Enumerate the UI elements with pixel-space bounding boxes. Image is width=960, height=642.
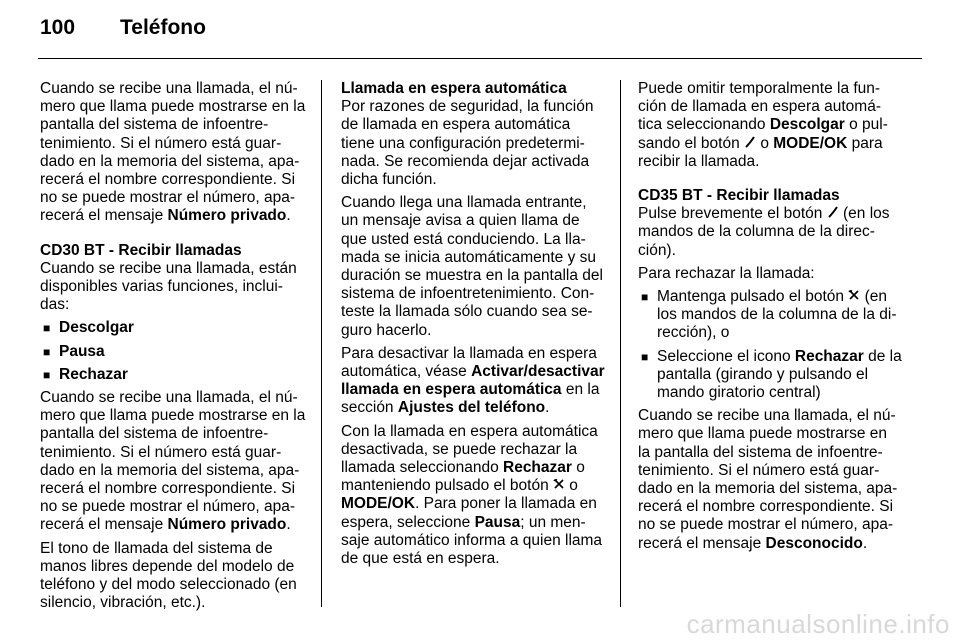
column-1 xyxy=(40,80,310,617)
phone-hangup-icon xyxy=(848,288,860,306)
paragraph: Cuando se recibe una llamada, el nú-mero que llama puede mostrarse en la pantalla del sistema de infoentre-tenimiento. Si el número está guar-dado en la memoria del sistema, apa-recerá el nombre correspondiente. Si no se puede mostrar el número, apa-recerá el mensaje Número privado. xyxy=(40,80,306,225)
list-item: ■ Mantenga pulsado el botón (en los mandos de la columna de la di-rección), o xyxy=(638,288,903,343)
bullet-square-icon: ■ xyxy=(43,367,51,382)
paragraph: Cuando se recibe una llamada, el nú-mero que llama puede mostrarse en la pantalla del sistema de infoentre-tenimiento. Si el número está guar-dado en la memoria del sistema, apa-recerá el nombre correspondiente. Si no se puede mostrar el número, apa-recerá el mensaje Desconocido. xyxy=(638,407,898,552)
phone-answer-icon xyxy=(744,135,756,153)
column-3 xyxy=(638,80,903,558)
list-item: ■ Rechazar xyxy=(40,366,310,384)
bullet-square-icon: ■ xyxy=(43,321,51,336)
paragraph: Cuando se recibe una llamada, el nú-mero que llama puede mostrarse en la pantalla del sistema de infoentre-tenimiento. Si el número está guar-dado en la memoria del sistema, apa-recerá el nombre correspondiente. Si no se puede mostrar el número, apa-recerá el mensaje Número privado. xyxy=(40,389,306,534)
paragraph: Cuando llega una llamada entrante, un mensaje avisa a quien llama de que usted está conduciendo. La lla-mada se inicia automáticamente y su duración se muestra en la pantalla del sistema de infoentretenimiento. Con-teste la llamada sólo cuando sea se-guro hacerlo. xyxy=(341,194,603,339)
section-heading: CD35 BT - Recibir llamadas xyxy=(638,187,840,205)
phone-answer-icon xyxy=(827,205,839,223)
list-item: ■ Pausa xyxy=(40,343,310,361)
bullet-square-icon: ■ xyxy=(641,290,649,305)
bold-term: Número privado xyxy=(167,207,287,225)
paragraph: Pulse brevemente el botón (en los mandos de la columna de la direc-ción). xyxy=(638,205,890,259)
header-divider xyxy=(38,58,922,59)
paragraph: El tono de llamada del sistema de manos libres depende del modelo de teléfono y del modo seleccionado (en silencio, vibración, etc.). xyxy=(40,539,297,612)
column-2 xyxy=(341,80,605,573)
page-title: Teléfono xyxy=(120,16,206,39)
bullet-square-icon: ■ xyxy=(43,344,51,359)
paragraph: Puede omitir temporalmente la fun-ción de llamada en espera automá-tica seleccionando Descolgar o pul-sando el botón o MODE/OK para recibir la llamada. xyxy=(638,80,888,170)
paragraph: Para desactivar la llamada en espera automática, véase Activar/desactivar llamada en espera automática en la sección Ajustes del teléfono. xyxy=(341,344,605,417)
bold-term: Número privado xyxy=(167,516,287,534)
paragraph: Para rechazar la llamada: xyxy=(638,264,815,282)
bullet-square-icon: ■ xyxy=(641,349,649,364)
list-item: ■ Seleccione el icono Rechazar de la pantalla (girando y pulsando el mando giratorio central) xyxy=(638,348,903,403)
watermark: carmanualsonline.info xyxy=(686,609,950,639)
paragraph: Cuando se recibe una llamada, están disponibles varias funciones, inclui-das: xyxy=(40,259,297,314)
column-divider-1 xyxy=(321,80,322,607)
list-item: ■ Descolgar xyxy=(40,319,310,337)
paragraph: Con la llamada en espera automática desactivada, se puede rechazar la llamada seleccionando Rechazar o manteniendo pulsado el botón o MODE/OK. Para poner la llamada en espera, seleccione Pausa; un men-saje automático informa a quien llama de que está en espera. xyxy=(341,422,603,568)
section-heading: Llamada en espera automática xyxy=(341,80,567,97)
page-number: 100 xyxy=(40,16,76,39)
phone-hangup-icon xyxy=(553,477,565,495)
section-heading: CD30 BT - Recibir llamadas xyxy=(40,241,242,259)
column-divider-2 xyxy=(620,80,621,607)
page-header xyxy=(40,16,206,56)
paragraph: Por razones de seguridad, la función de llamada en espera automática tiene una configuración predetermi-nada. Se recomienda dejar activada dicha función. xyxy=(341,98,594,189)
